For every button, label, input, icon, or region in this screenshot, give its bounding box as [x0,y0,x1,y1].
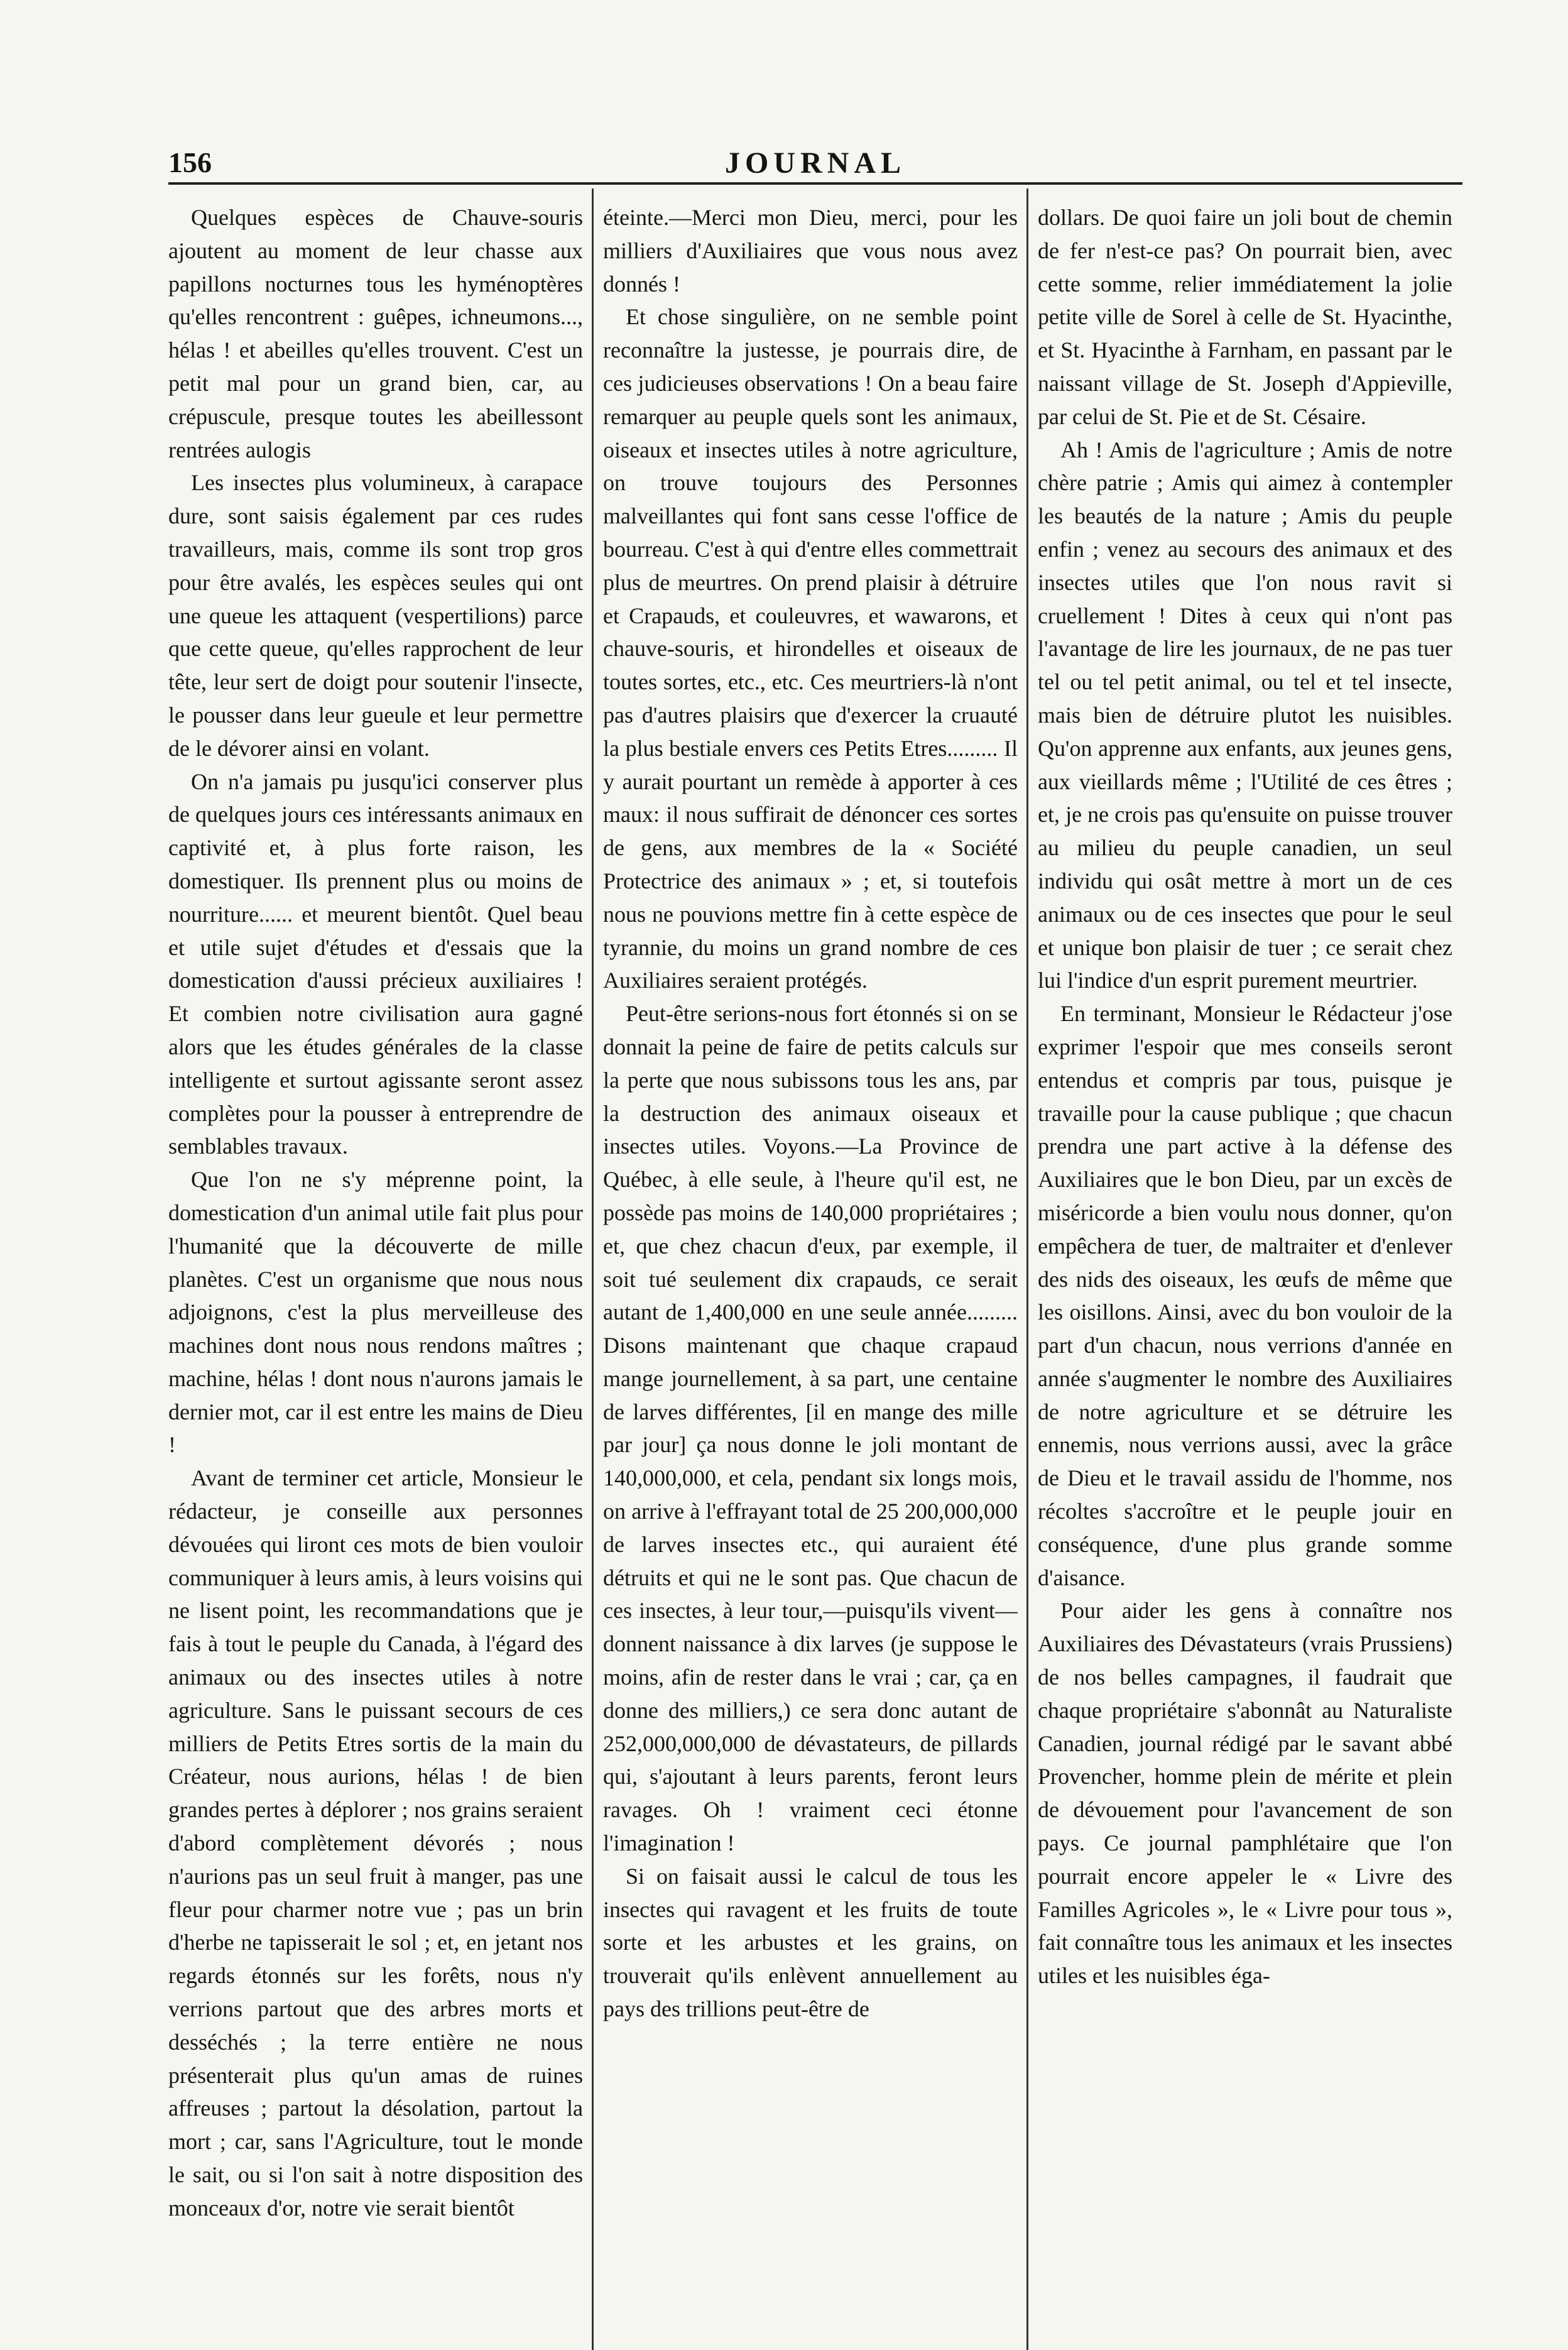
paragraph: Que l'on ne s'y méprenne point, la domestication d'un animal utile fait plus pour l'humanité que la découverte de mille planètes. C'est un organisme que nous nous adjoignons, c'est la plus merveilleuse des machines dont nous nous rendons maîtres ; machine, hélas ! dont nous n'aurons jamais le dernier mot, car il est entre les mains de Dieu ! [168,1167,583,1458]
column-2 [603,201,1018,2337]
page-header [168,146,1462,182]
paragraph: Quelques espèces de Chauve-souris ajoutent au moment de leur chasse aux papillons nocturnes tous les hyménoptères qu'elles rencontrent : guêpes, ichneumons..., hélas ! et abeilles qu'elles trouvent. C'est un petit mal pour un grand bien, car, au crépuscule, presque toutes les abeillessont rentrées aulogis [168,205,583,462]
paragraph: Peut-être serions-nous fort étonnés si on se donnait la peine de faire de petits calculs sur la perte que nous subissons tous les ans, par la destruction des animaux oiseaux et insectes utiles. Voyons.—La Province de Québec, à elle seule, à l'heure qu'il est, ne possède pas moins de 140,000 propriétaires ; et, que chez chacun d'eux, par exemple, il soit tué seulement dix crapauds, ce serait autant de 1,400,000 en une seule année......... Disons maintenant que chaque crapaud mange journellement, à sa part, une centaine de larves différentes, [il en mange des mille par jour] ça nous donne le joli montant de 140,000,000, et cela, pendant six longs mois, on arrive à l'effrayant total de 25 200,000,000 de larves insectes etc., qui auraient été détruits et qui ne le sont pas. Que chacun de ces insectes, à leur tour,—puisqu'ils vivent—donnent naissance à dix larves (je suppose le moins, afin de rester dans le vrai ; car, ça en donne des milliers,) ce sera donc autant de 252,000,000,000 de dévastateurs, de pillards qui, s'ajoutant à leurs parents, feront leurs ravages. Oh ! vraiment ceci étonne l'imagination ! [603,1001,1018,1856]
running-title: JOURNAL [724,146,906,180]
column-1 [168,201,583,2337]
paragraph: Les insectes plus volumineux, à carapace dure, sont saisis également par ces rudes travailleurs, mais, comme ils sont trop gros pour être avalés, les espèces seules qui ont une queue les attaquent (vespertilions) parce que cette queue, qu'elles rapprochent de leur tête, leur sert de doigt pour soutenir l'insecte, le pousser dans leur gueule et leur permettre de le dévorer ainsi en volant. [168,470,583,761]
page-number: 156 [168,146,212,178]
paragraph: Et chose singulière, on ne semble point reconnaître la justesse, je pourrais dire, de ces judicieuses observations ! On a beau faire remarquer au peuple quels sont les animaux, oiseaux et insectes utiles à notre agriculture, on trouve toujours des Personnes malveillantes qui font sans cesse l'office de bourreau. C'est à qui d'entre elles commettrait plus de meurtres. On prend plaisir à détruire et Crapauds, et couleuvres, et wawarons, et chauve-souris, et hirondelles et oiseaux de toutes sortes, etc., etc. Ces meurtriers-là n'ont pas d'autres plaisirs que d'exercer la cruauté la plus bestiale envers ces Petits Etres......... Il y aurait pourtant un remède à apporter à ces maux: il nous suffirait de dénoncer ces sortes de gens, aux membres de la « Société Protectrice des animaux » ; et, si toutefois nous ne pouvions mettre fin à cette espèce de tyrannie, du moins un grand nombre de ces Auxiliaires seraient protégés. [603,304,1018,993]
paragraph: éteinte.—Merci mon Dieu, merci, pour les milliers d'Auxiliaires que vous nous avez donnés ! [603,205,1018,297]
paragraph: Ah ! Amis de l'agriculture ; Amis de notre chère patrie ; Amis qui aimez à contempler les beautés de la nature ; Amis du peuple enfin ; venez au secours des animaux et des insectes utiles que l'on nous ravit si cruellement ! Dites à ceux qui n'ont pas l'avantage de lire les journaux, de ne pas tuer tel ou tel petit animal, ou tel et tel insecte, mais bien de détruire plutot les nuisibles. Qu'on apprenne aux enfants, aux jeunes gens, aux vieillards même ; l'Utilité de ces êtres ; et, je ne crois pas qu'ensuite on puisse trouver au milieu du peuple canadien, un seul individu qui osât mettre à mort un de ces animaux ou de ces insectes que pour le seul et unique bon plaisir de tuer ; ce serait chez lui l'indice d'un esprit purement meurtrier. [1038,437,1452,993]
paragraph: Pour aider les gens à connaître nos Auxiliaires des Dévastateurs (vrais Prussiens) de nos belles campagnes, il faudrait que chaque propriétaire s'abonnât au Naturaliste Canadien, journal rédigé par le savant abbé Provencher, homme plein de mérite et plein de dévouement pour l'avancement de son pays. Ce journal pamphlétaire que l'on pourrait encore appeler le « Livre des Familles Agricoles », le « Livre pour tous », fait connaître tous les animaux et les insectes utiles et les nuisibles éga- [1038,1598,1452,1989]
paragraph: dollars. De quoi faire un joli bout de chemin de fer n'est-ce pas? On pourrait bien, avec cette somme, relier immédiatement la jolie petite ville de Sorel à celle de St. Hyacinthe, et St. Hyacinthe à Farnham, en passant par le naissant village de St. Joseph d'Appieville, par celui de St. Pie et de St. Césaire. [1038,205,1452,429]
column-divider-2 [1026,189,1028,2350]
paragraph: En terminant, Monsieur le Rédacteur j'ose exprimer l'espoir que mes conseils seront entendus et compris par tous, puisque je travaille pour la cause publique ; que chacun prendra une part active à la défense des Auxiliaires que le bon Dieu, par un excès de miséricorde a bien voulu nous donner, qu'on empêchera de tuer, de maltraiter et d'enlever des nids des oiseaux, les œufs de même que les oisillons. Ainsi, avec du bon vouloir de la part d'un chacun, nous verrions d'année en année s'augmenter le nombre des Auxiliaires de notre agriculture et se détruire les ennemis, nous verrions aussi, avec la grâce de Dieu et le travail assidu de l'homme, nos récoltes s'accroître et le peuple jouir en conséquence, d'une plus grande somme d'aisance. [1038,1001,1452,1590]
paragraph: Avant de terminer cet article, Monsieur le rédacteur, je conseille aux personnes dévouées qui liront ces mots de bien vouloir communiquer à leurs amis, à leurs voisins qui ne lisent point, les recommandations que je fais à tout le peuple du Canada, à l'égard des animaux ou des insectes utiles à notre agriculture. Sans le puissant secours de ces milliers de Petits Etres sortis de la main du Créateur, nous aurions, hélas ! de bien grandes pertes à déplorer ; nos grains seraient d'abord complètement dévorés ; nous n'aurions pas un seul fruit à manger, pas une fleur pour charmer notre vue ; pas un brin d'herbe ne tapisserait le sol ; et, en jetant nos regards étonnés sur les forêts, nous n'y verrions partout que des arbres morts et desséchés ; la terre entière ne nous présenterait plus qu'un amas de ruines affreuses ; partout la désolation, partout la mort ; car, sans l'Agriculture, tout le monde le sait, ou si l'on sait à notre disposition des monceaux d'or, notre vie serait bientôt [168,1465,583,2221]
column-divider-1 [592,189,594,2350]
paragraph: On n'a jamais pu jusqu'ici conserver plus de quelques jours ces intéressants animaux en captivité et, à plus forte raison, les domestiquer. Ils prennent plus ou moins de nourriture...... et meurent bientôt. Quel beau et utile sujet d'études et d'essais que la domestication d'aussi précieux auxiliaires ! Et combien notre civilisation aura gagné alors que les études générales de la classe intelligente et surtout agissante seront assez complètes pour la pousser à entreprendre de semblables travaux. [168,768,583,1159]
header-rule [168,182,1462,185]
paragraph: Si on faisait aussi le calcul de tous les insectes qui ravagent et les fruits de toute sorte et les arbustes et les grains, on trouverait qu'ils enlèvent annuellement au pays des trillions peut-être de [603,1863,1018,2022]
column-3 [1038,201,1452,2337]
